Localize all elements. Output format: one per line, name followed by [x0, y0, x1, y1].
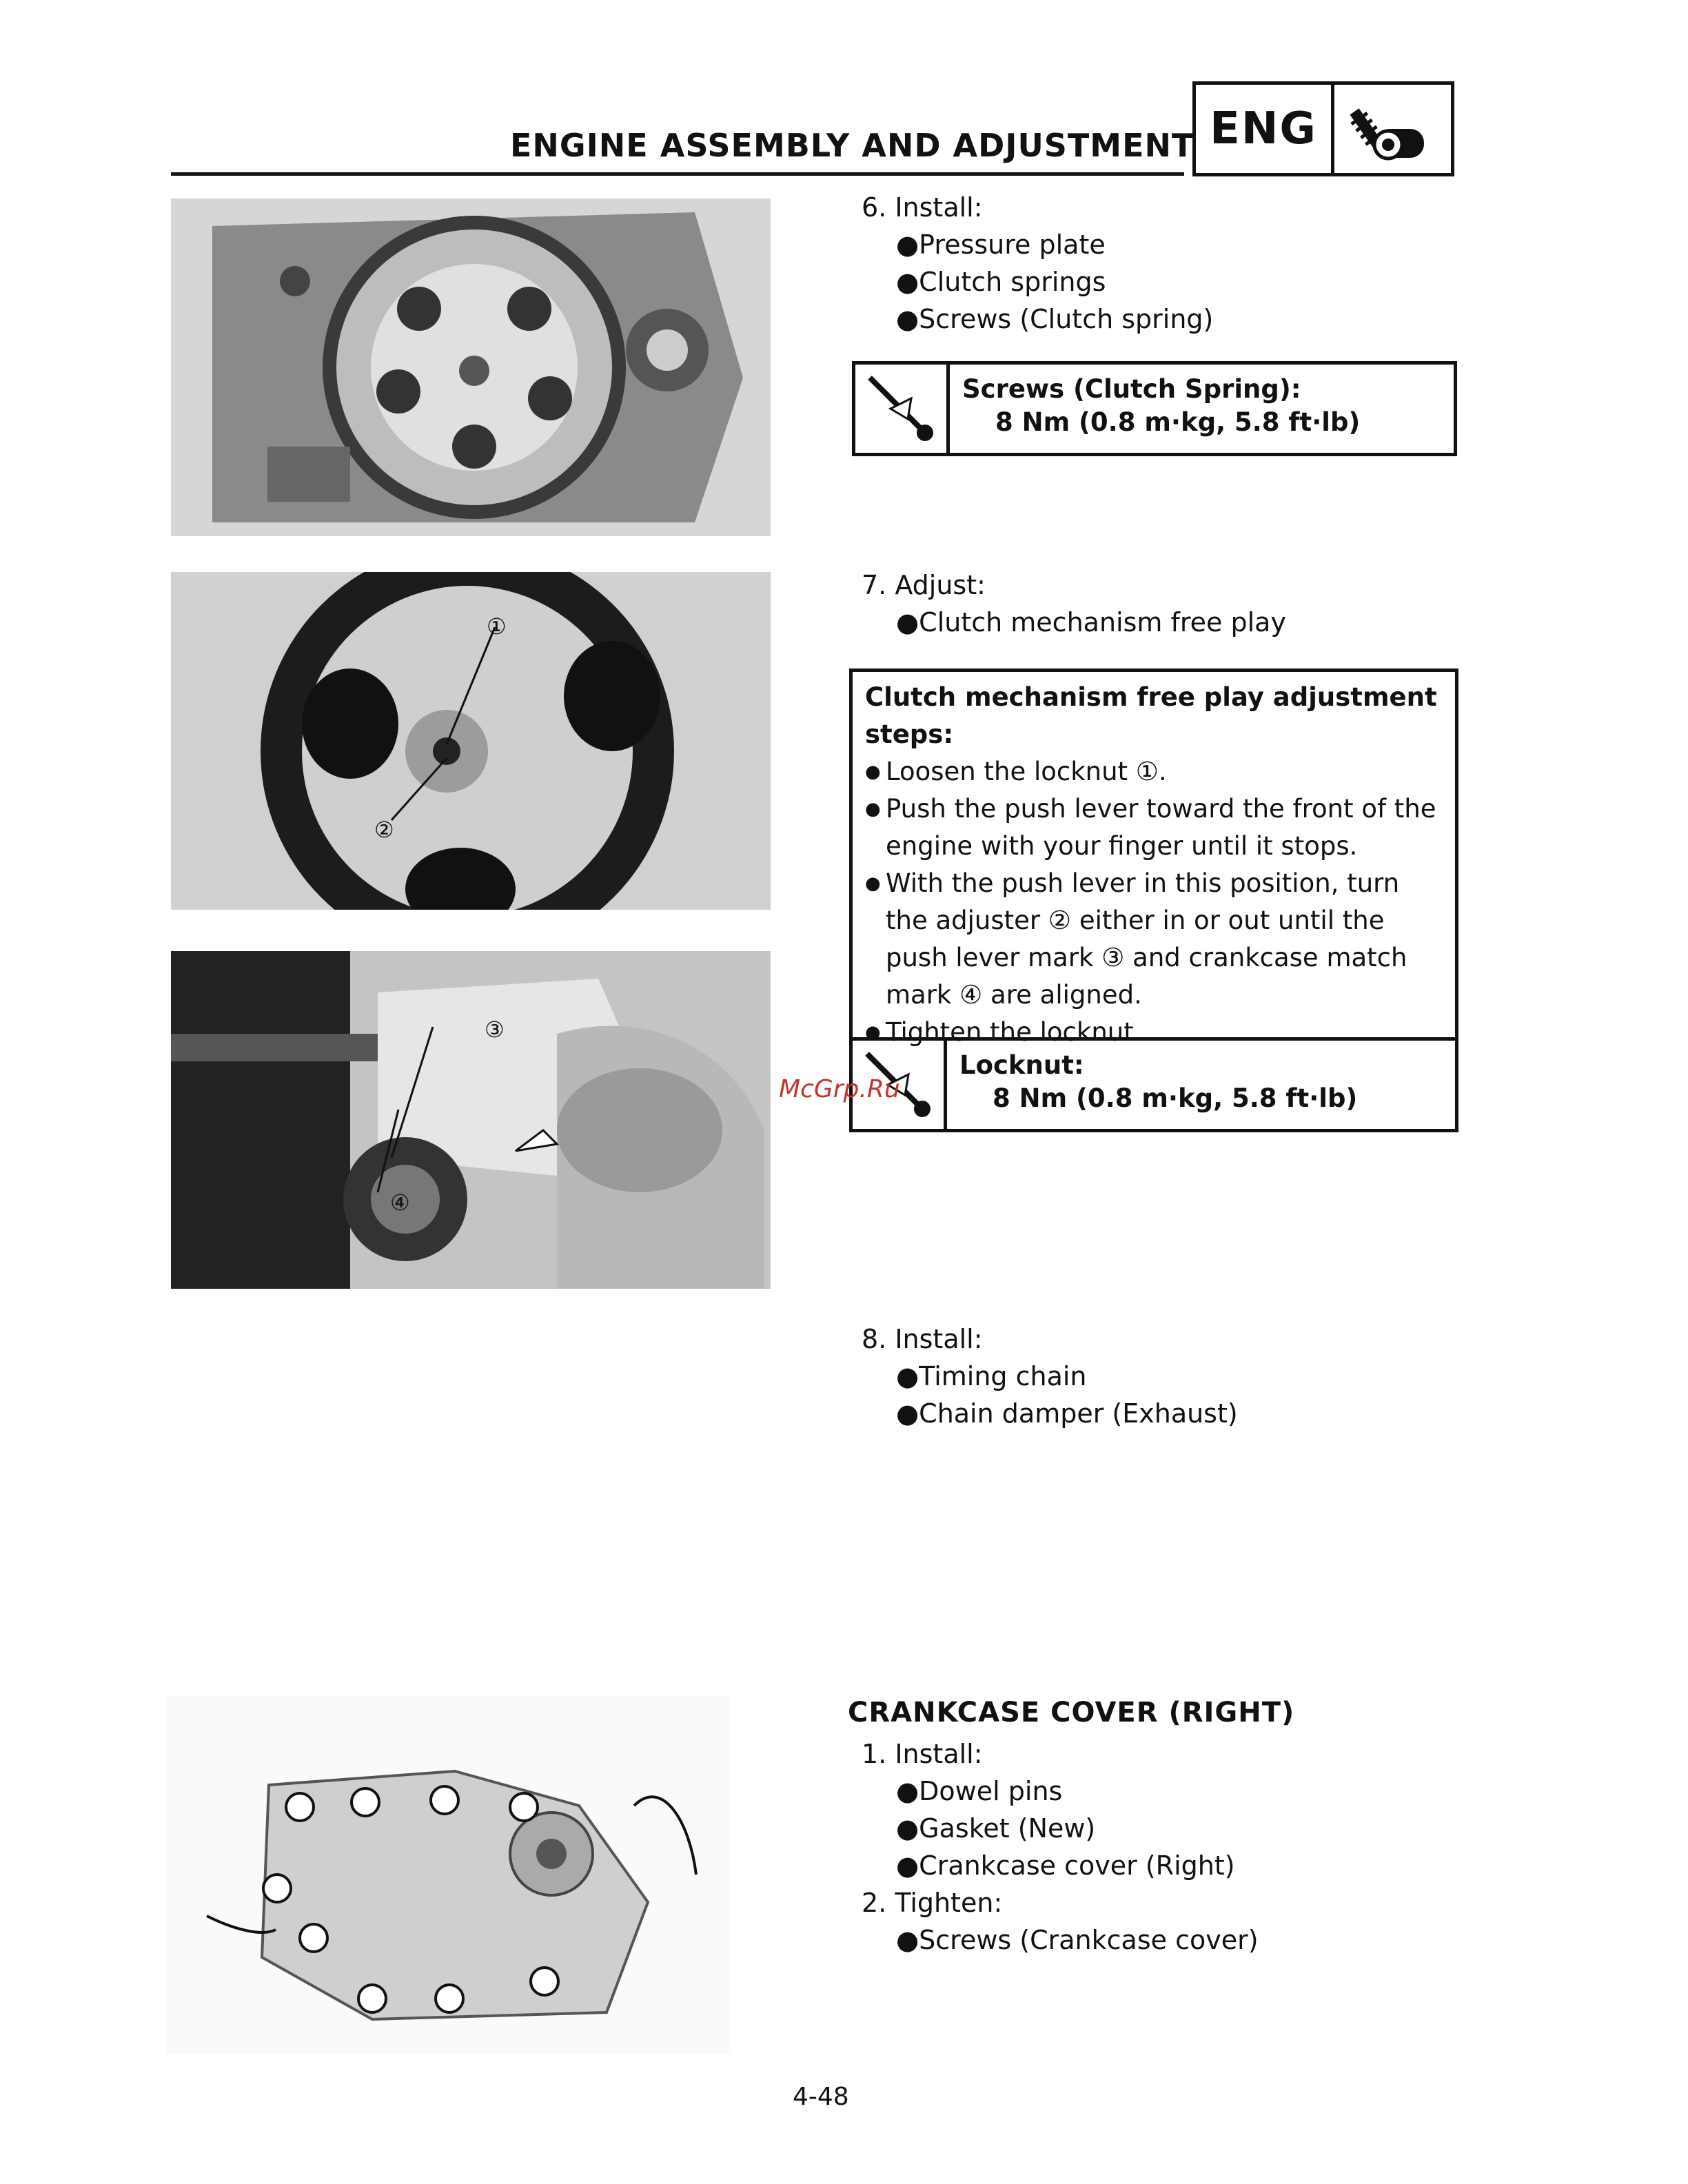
list-item: ●Timing chain: [896, 1361, 1087, 1391]
spec-value: 8 Nm (0.8 m·kg, 5.8 ft·lb): [993, 1083, 1358, 1113]
list-item: ●Clutch mechanism free play: [896, 607, 1286, 637]
crankcase-steps: [862, 1735, 1259, 1959]
list-item: ● Loosen the locknut ①.: [865, 753, 1443, 790]
torque-spec-locknut: [849, 1037, 1458, 1132]
spec-label: Screws (Clutch Spring):: [962, 374, 1301, 404]
photo-clutch-pressure-plate: [171, 198, 771, 536]
list-item: ●Pressure plate: [896, 229, 1106, 260]
spec-label: Locknut:: [959, 1050, 1084, 1080]
list-item: ●Chain damper (Exhaust): [896, 1398, 1238, 1429]
photo-clutch-adjuster: [171, 572, 771, 910]
page-number: 4-48: [793, 2083, 849, 2111]
step-8-heading: 8. Install:: [862, 1324, 983, 1354]
list-item: ● Push the push lever toward the front of the engine with your finger until it stops.: [865, 790, 1443, 865]
adjustment-steps-box: [849, 669, 1458, 1047]
list-item: ● With the push lever in this position, turn the adjuster ② either in or out until the push lever mark ③ and crankcase match mark ④ are aligned.: [865, 865, 1443, 1014]
photo-crankcase-cover: [165, 1695, 731, 2054]
page-title: ENGINE ASSEMBLY AND ADJUSTMENT: [510, 127, 1194, 164]
callout-1: ①: [487, 613, 507, 640]
callout-4: ④: [390, 1190, 410, 1216]
crankcase-step-1: 1. Install:: [862, 1739, 983, 1769]
callout-2: ②: [374, 817, 394, 843]
step-7: [862, 567, 1286, 641]
list-item: ●Dowel pins: [896, 1776, 1063, 1806]
step-7-heading: 7. Adjust:: [862, 570, 986, 600]
section-badge: [1192, 81, 1454, 176]
list-item: ●Gasket (New): [896, 1813, 1096, 1844]
watermark: McGrp.Ru: [779, 1075, 900, 1103]
crankcase-step-2: 2. Tighten:: [862, 1888, 1003, 1918]
torque-spec-clutch-spring: [852, 361, 1457, 456]
adjustment-steps-title: Clutch mechanism free play adjustment steps:: [865, 682, 1437, 749]
callout-3: ③: [485, 1017, 505, 1043]
list-item: ● Tighten the locknut.: [865, 1014, 1443, 1051]
list-item: ●Screws (Crankcase cover): [896, 1925, 1259, 1955]
torque-wrench-icon: [855, 365, 950, 453]
step-6: [862, 189, 1213, 338]
section-title-crankcase-cover: CRANKCASE COVER (RIGHT): [848, 1697, 1295, 1728]
list-item: ●Screws (Clutch spring): [896, 304, 1214, 334]
engine-icon: [1334, 85, 1451, 173]
step-6-heading: 6. Install:: [862, 192, 983, 223]
step-8: [862, 1320, 1238, 1432]
section-badge-label: ENG: [1196, 85, 1334, 173]
list-item: ●Clutch springs: [896, 267, 1106, 297]
header-rule: [171, 172, 1184, 176]
list-item: ●Crankcase cover (Right): [896, 1850, 1235, 1881]
spec-value: 8 Nm (0.8 m·kg, 5.8 ft·lb): [995, 407, 1361, 437]
photo-push-lever-alignment: [171, 951, 771, 1289]
